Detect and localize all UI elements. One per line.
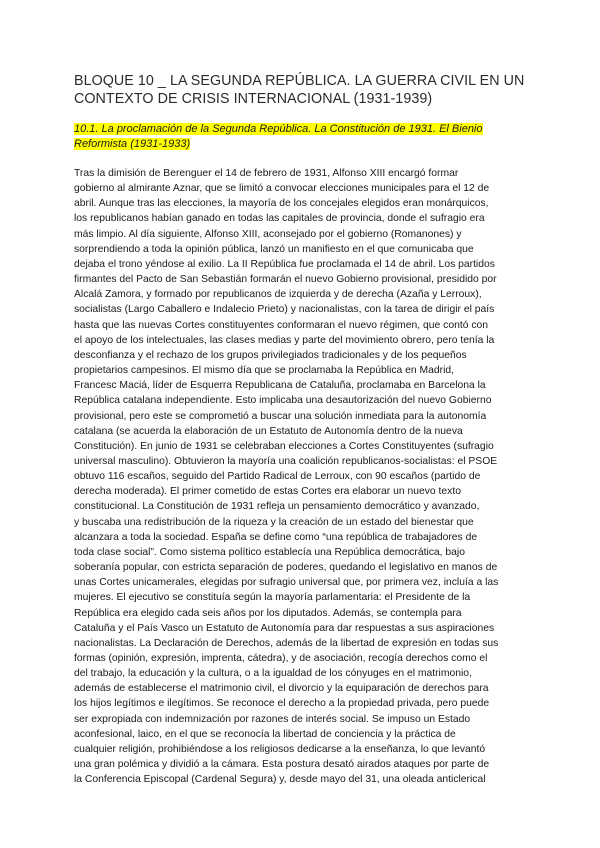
body-line: gobierno al almirante Aznar, que se limitó a convocar elecciones municipales para el 12 de — [74, 183, 490, 195]
body-line: unas Cortes unicamerales, elegidas por sufragio universal que, por primera vez, incluía a las — [74, 577, 499, 589]
body-line: el apoyo de los intelectuales, las clases medias y parte del movimiento obrero, pero tenía la — [74, 334, 495, 346]
body-line: firmantes del Pacto de San Sebastián formarán el nuevo Gobierno provisional, presidido por — [74, 274, 497, 286]
body-line: Constitución). En junio de 1931 se celebraban elecciones a Cortes Constituyentes (sufragio — [74, 440, 494, 452]
body-line: aconfesional, laico, en el que se reconocía la libertad de conciencia y la práctica de — [74, 728, 456, 740]
body-line: del trabajo, la educación y la cultura, o a la igualdad de los cónyuges en el matrimonio, — [74, 668, 472, 680]
body-line: universal masculino). Obtuvieron la mayoría una coalición republicanos-socialistas: el PSOE — [74, 455, 498, 467]
body-line: ser expropiada con indemnización por razones de interés social. Se impuso un Estado — [74, 713, 471, 725]
body-line: los republicanos habían ganado en todas las capitales de provincia, donde el sufragio era — [74, 213, 485, 225]
body-line: Tras la dimisión de Berenguer el 14 de febrero de 1931, Alfonso XIII encargó formar — [74, 168, 459, 179]
body-line: soberanía popular, con estricta separación de poderes, quedando el legislativo en manos de — [74, 562, 498, 574]
body-line: propietarios campesinos. El mismo día que se proclamaba la República en Madrid, — [74, 365, 455, 377]
body-line: nacionalistas. La Declaración de Derechos, además de la libertad de expresión en todas sus — [74, 637, 499, 649]
body-line: catalana (se acuerda la elaboración de un Estatuto de Autonomía dentro de la nueva — [74, 425, 463, 437]
body-line: y buscaba una redistribución de la riqueza y la creación de un estado del bienestar que — [74, 516, 474, 528]
body-line: Cataluña y el País Vasco un Estatuto de Autonomía para dar respuestas a sus aspiraciones — [74, 622, 495, 634]
document-title: BLOQUE 10 _ LA SEGUNDA REPÚBLICA. LA GUERRA CIVIL EN UN CONTEXTO DE CRISIS INTERNACIONAL (1931-1939) — [74, 73, 525, 107]
body-line: además de establecerse el matrimonio civil, el divorcio y la equiparación de derechos para — [74, 683, 489, 695]
body-line: Alcalá Zamora, y formado por republicanos de izquierda y de derecha (Azaña y Lerroux), — [74, 289, 482, 301]
section-heading — [74, 122, 534, 152]
body-line: constitucional. La Constitución de 1931 refleja un pensamiento democrático y avanzado, — [74, 501, 480, 513]
body-line: sorprendiendo a toda la opinión pública, lanzó un manifiesto en el que comunicaba que — [74, 243, 474, 255]
body-line: alcanzara a toda la sociedad. España se define como “una república de trabajadores de — [74, 531, 478, 543]
body-line: Francesc Maciá, líder de Esquerra Republicana de Cataluña, proclamaba en Barcelona la — [74, 380, 486, 392]
body-line: República era elegido cada seis años por los diputados. Además, se contempla para — [74, 607, 462, 619]
body-line: provisional, pero este se comprometió a buscar una solución inmediata para la autonomía — [74, 410, 487, 422]
body-line: derecha moderada). El primer cometido de estas Cortes era elaborar un nuevo texto — [74, 486, 461, 498]
body-line: abril. Aunque tras las elecciones, la mayoría de los concejales elegidos eran monárquicos, — [74, 198, 489, 210]
section-heading-highlight: 10.1. La proclamación de la Segunda República. La Constitución de 1931. El Bienio Reformista (1931-1933) — [74, 123, 483, 150]
body-line: desconfianza y el rechazo de los grupos privilegiados tradicionales y de los pequeños — [74, 349, 467, 361]
body-line: los hijos legítimos e ilegítimos. Se reconoce el derecho a la propiedad privada, pero puede — [74, 698, 490, 710]
body-line: la Conferencia Episcopal (Cardenal Segura) y, desde mayo del 31, una oleada anticlerical — [74, 774, 486, 786]
body-line: más limpio. Al día siguiente, Alfonso XIII, aconsejado por el gobierno (Romanones) y — [74, 228, 462, 240]
body-line: socialistas (Largo Caballero e Indalecio Prieto) y nacionalistas, con la tarea de dirigir el país — [74, 304, 495, 316]
body-line: una gran polémica y dividió a la cámara. Esta postura desató airados ataques por parte de — [74, 759, 490, 771]
body-line: toda clase social”. Como sistema político establecía una República democrática, bajo — [74, 546, 465, 558]
body-line: cualquier religión, prohibiéndose a los religiosos dedicarse a la enseñanza, lo que levantó — [74, 743, 486, 755]
body-line: hasta que las nuevas Cortes constituyentes conformaran el nuevo régimen, que contó con — [74, 319, 488, 331]
body-paragraph — [74, 166, 534, 787]
body-line: dejaba el trono yéndose al exilio. La II República fue proclamada el 14 de abril. Los partidos — [74, 258, 495, 270]
body-line: formas (opinión, expresión, imprenta, cátedra), y de asociación, recogía derechos como el — [74, 653, 488, 664]
body-line: República catalana independiente. Esto implicaba una desautorización del nuevo Gobierno — [74, 395, 492, 407]
body-line: obtuvo 116 escaños, seguido del Partido Radical de Lerroux, con 90 escaños (partido de — [74, 471, 481, 483]
body-line: mujeres. El ejecutivo se constituía según la mayoría parlamentaria: el Presidente de la — [74, 592, 471, 604]
